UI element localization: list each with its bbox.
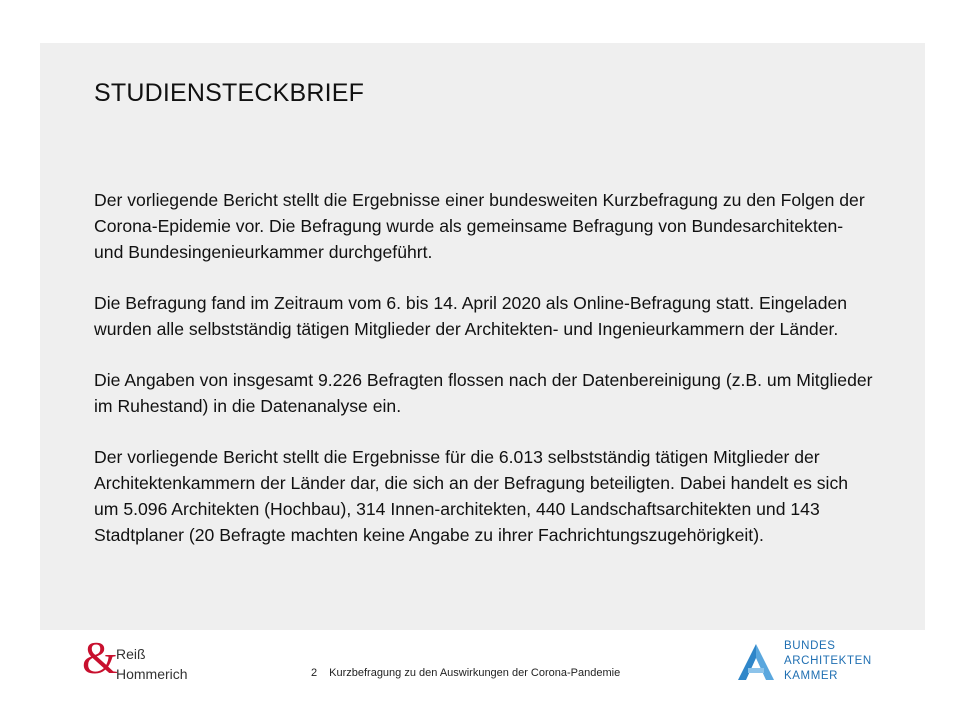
paragraph-3: Die Angaben von insgesamt 9.226 Befragten flossen nach der Datenbereinigung (z.B. um Mitglieder im Ruhestand) in die Datenanalyse ein. xyxy=(94,370,873,416)
bak-a-logo-icon xyxy=(736,642,776,682)
body-text xyxy=(94,187,874,573)
page-number: 2 xyxy=(311,667,318,679)
paragraph-4: Der vorliegende Bericht stellt die Ergebnisse für die 6.013 selbstständig tätigen Mitglieder der Architektenkammern der Länder dar, die sich an der Befragung beteiligten. Dabei handelt es sich um 5.096 Architekten (Hochbau), 314 Innen-architekten, 440 Landschaftsarchitekten und 143 Stadtplaner (20 Befragte machten keine Angabe zu ihrer Fachrichtungszugehörigkeit). xyxy=(94,447,849,545)
bundesarchitektenkammer-logo xyxy=(736,640,886,684)
bak-text-line-3: KAMMER xyxy=(784,670,839,682)
bak-text-line-2: ARCHITEKTEN xyxy=(784,655,872,667)
reiss-hommerich-logo xyxy=(82,632,222,683)
logo-text-reiss: Reiß xyxy=(116,646,146,662)
paragraph-2: Die Befragung fand im Zeitraum vom 6. bis 14. April 2020 als Online-Befragung statt. Eingeladen wurden alle selbstständig tätigen Mitglieder der Architekten- und Ingenieurkammern der Länder. xyxy=(94,293,848,339)
bak-text-line-1: BUNDES xyxy=(784,640,836,652)
footer-caption xyxy=(311,667,620,679)
logo-text-hommerich: Hommerich xyxy=(116,666,188,682)
ampersand-logo-icon: & xyxy=(82,632,118,683)
footer-caption-text: Kurzbefragung zu den Auswirkungen der Corona-Pandemie xyxy=(329,667,621,679)
slide-title: STUDIENSTECKBRIEF xyxy=(94,79,365,107)
paragraph-1: Der vorliegende Bericht stellt die Ergebnisse einer bundesweiten Kurzbefragung zu den Folgen der Corona-Epidemie vor. Die Befragung wurde als gemeinsame Befragung von Bundesarchitekten- und Bundesingenieurkammer durchgeführt. xyxy=(94,190,865,262)
